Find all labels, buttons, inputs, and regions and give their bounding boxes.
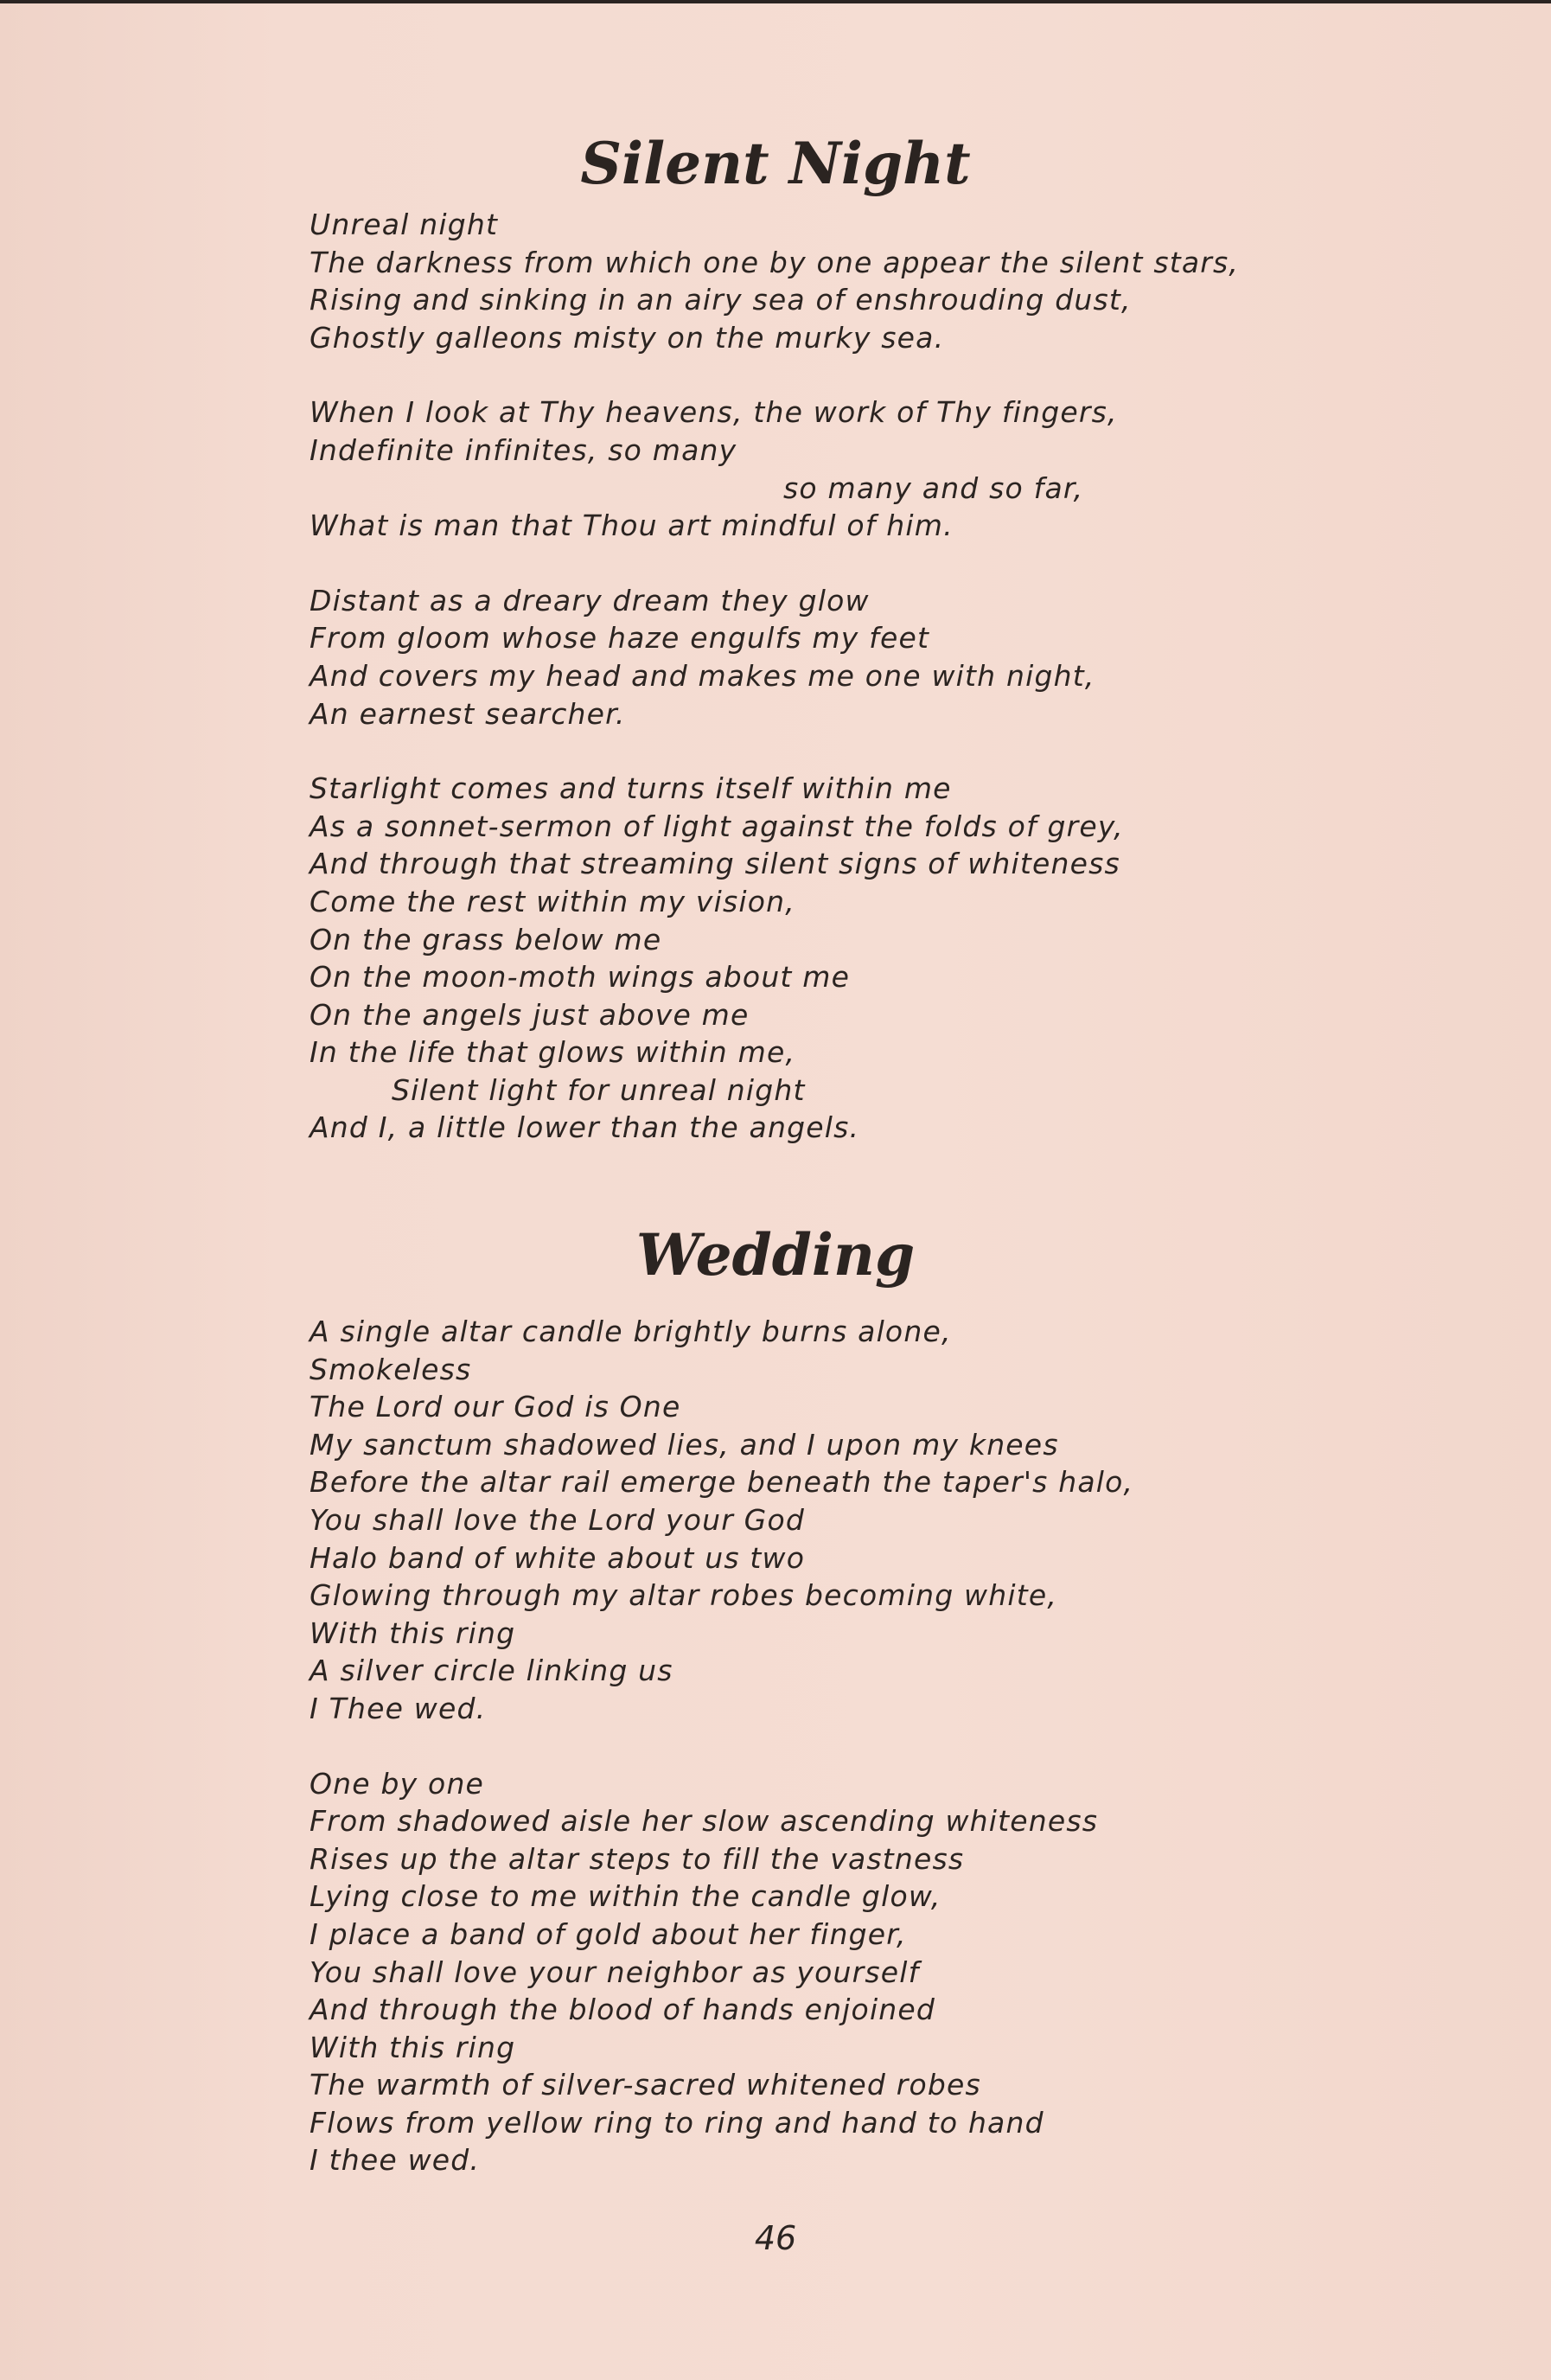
poem-line: The warmth of silver-sacred whitened robes: [310, 2068, 981, 2102]
poem-line: On the moon-moth wings about me: [310, 960, 851, 995]
poem-line: Distant as a dreary dream they glow: [310, 583, 870, 617]
poem-line: My sanctum shadowed lies, and I upon my knees: [310, 1427, 1059, 1462]
poem-line: Rising and sinking in an airy sea of enshrouding dust,: [310, 283, 1132, 317]
poem-line: Come the rest within my vision,: [310, 884, 795, 918]
poem-line: A silver circle linking us: [310, 1654, 673, 1688]
poem-line: An earnest searcher.: [310, 696, 626, 731]
stanza: [310, 770, 1261, 1147]
poem-line: Indefinite infinites, so many: [310, 432, 737, 467]
poem-line: Glowing through my altar robes becoming white,: [310, 1578, 1058, 1613]
stanza: [310, 1765, 1261, 2180]
poem-line: Rises up the altar steps to fill the vastness: [310, 1841, 965, 1876]
poem-line: so many and so far,: [783, 470, 1084, 505]
poem-line: As a sonnet-sermon of light against the folds of grey,: [310, 809, 1124, 843]
poem-line: Smokeless: [310, 1352, 472, 1386]
poem-line: From shadowed aisle her slow ascending whiteness: [310, 1804, 1099, 1839]
poem-line: I Thee wed.: [310, 1691, 487, 1725]
stanza: [310, 1313, 1261, 1728]
poem-line: With this ring: [310, 1615, 516, 1650]
poem-line: On the angels just above me: [310, 997, 750, 1032]
poem-line: And through that streaming silent signs of whiteness: [310, 847, 1120, 881]
poem-line: When I look at Thy heavens, the work of Thy fingers,: [310, 395, 1118, 430]
poem-line: Lying close to me within the candle glow,: [310, 1879, 941, 1914]
poem-line: And through the blood of hands enjoined: [310, 1993, 936, 2027]
page-number: 46: [754, 2219, 797, 2257]
poem-line: The darkness from which one by one appear the silent stars,: [310, 245, 1240, 279]
poem-line: Unreal night: [310, 208, 499, 241]
poem-line: You shall love your neighbor as yourself: [310, 1955, 920, 1989]
poem-line: In the life that glows within me,: [310, 1035, 796, 1070]
poem-line: Before the altar rail emerge beneath the taper's halo,: [310, 1465, 1134, 1500]
stanza: [310, 206, 1261, 356]
poem-line: With this ring: [310, 2030, 516, 2064]
poem-line: You shall love the Lord your God: [310, 1502, 805, 1537]
stanza: [310, 582, 1261, 733]
poem-title-silent-night: Silent Night: [580, 130, 971, 197]
poem-silent-night: [310, 206, 1261, 1184]
poem-line: Silent light for unreal night: [392, 1072, 806, 1107]
poem-title-wedding: Wedding: [635, 1221, 916, 1289]
poem-wedding: [310, 1313, 1261, 2217]
poem-line: What is man that Thou art mindful of him.: [310, 509, 954, 543]
poem-line: A single altar candle brightly burns alone,: [310, 1315, 952, 1348]
poem-line: Halo band of white about us two: [310, 1540, 806, 1575]
poem-line: Starlight comes and turns itself within me: [310, 771, 952, 806]
poem-line: I thee wed.: [310, 2143, 481, 2178]
poem-line: One by one: [310, 1766, 485, 1801]
poem-line: And covers my head and makes me one with night,: [310, 658, 1095, 693]
page-top-edge: [0, 0, 1551, 3]
poem-line: And I, a little lower than the angels.: [310, 1110, 860, 1145]
poem-line: On the grass below me: [310, 922, 662, 956]
poem-line: From gloom whose haze engulfs my feet: [310, 621, 930, 656]
poem-line: Flows from yellow ring to ring and hand to hand: [310, 2105, 1044, 2140]
poem-line: The Lord our God is One: [310, 1390, 681, 1424]
poem-line: I place a band of gold about her finger,: [310, 1916, 907, 1951]
stanza: [310, 393, 1261, 544]
poem-line: Ghostly galleons misty on the murky sea.: [310, 320, 945, 355]
